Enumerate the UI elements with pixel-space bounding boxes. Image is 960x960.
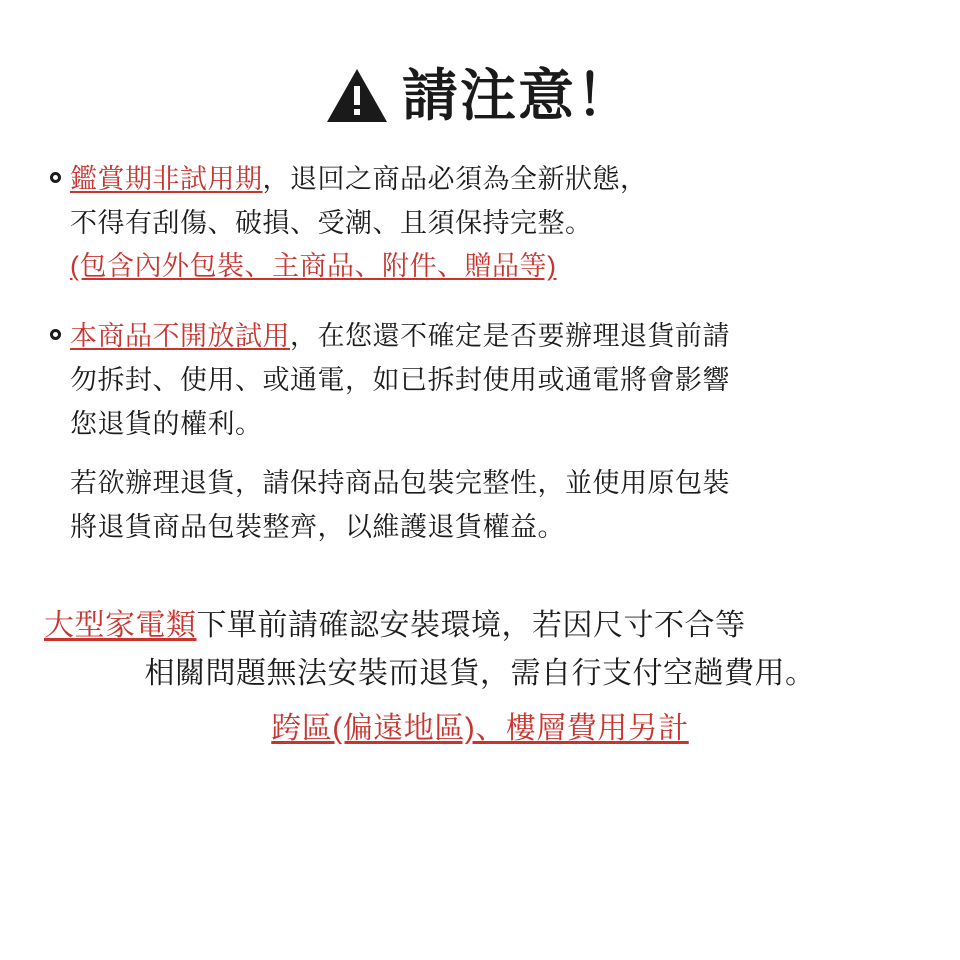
highlight-text: 跨區(偏遠地區)、樓層費用另計 — [271, 712, 689, 746]
bullet-ring-icon — [40, 315, 70, 340]
notice-bullet-list — [40, 158, 920, 550]
highlight-text: 本商品不開放試用 — [70, 321, 290, 352]
list-item — [40, 158, 920, 289]
footer-notice — [40, 602, 920, 754]
list-item-line — [70, 245, 920, 289]
bullet-ring-icon — [40, 158, 70, 183]
page-title — [40, 64, 920, 127]
footer-line-3 — [40, 705, 920, 754]
footer-line-2: 相關問題無法安裝而退貨，需自行支付空趟費用。 — [144, 657, 816, 691]
warning-triangle-icon — [326, 68, 388, 124]
highlight-text: 鑑賞期非試用期 — [70, 164, 263, 194]
list-item-line: 勿拆封、使用、或通電，如已拆封使用或通電將會影響 — [70, 364, 730, 395]
list-item-line: 若欲辦理退貨，請保持商品包裝完整性，並使用原包裝 — [70, 468, 730, 499]
list-item-line: 將退貨商品包裝整齊，以維護退貨權益。 — [70, 512, 565, 543]
list-item-line — [70, 315, 920, 359]
plain-text: ，在您還不確定是否要辦理退貨前請 — [290, 321, 730, 352]
list-item-body — [70, 315, 920, 550]
footer-line-1 — [40, 602, 920, 651]
plain-text: ，退回之商品必須為全新狀態， — [262, 164, 648, 194]
page-title-text: 請注意！ — [402, 64, 634, 127]
list-item-line: 您退貨的權利。 — [70, 408, 263, 439]
highlight-text: 大型家電類 — [44, 608, 197, 642]
list-item-line — [70, 158, 920, 202]
list-item-body — [70, 158, 920, 289]
list-item-line: 不得有刮傷、破損、受潮、且須保持完整。 — [70, 207, 593, 238]
list-item — [40, 315, 920, 550]
plain-text: 下單前請確認安裝環境，若因尺寸不合等 — [196, 608, 746, 642]
highlight-text: (包含內外包裝、主商品、附件、贈品等) — [70, 251, 557, 282]
